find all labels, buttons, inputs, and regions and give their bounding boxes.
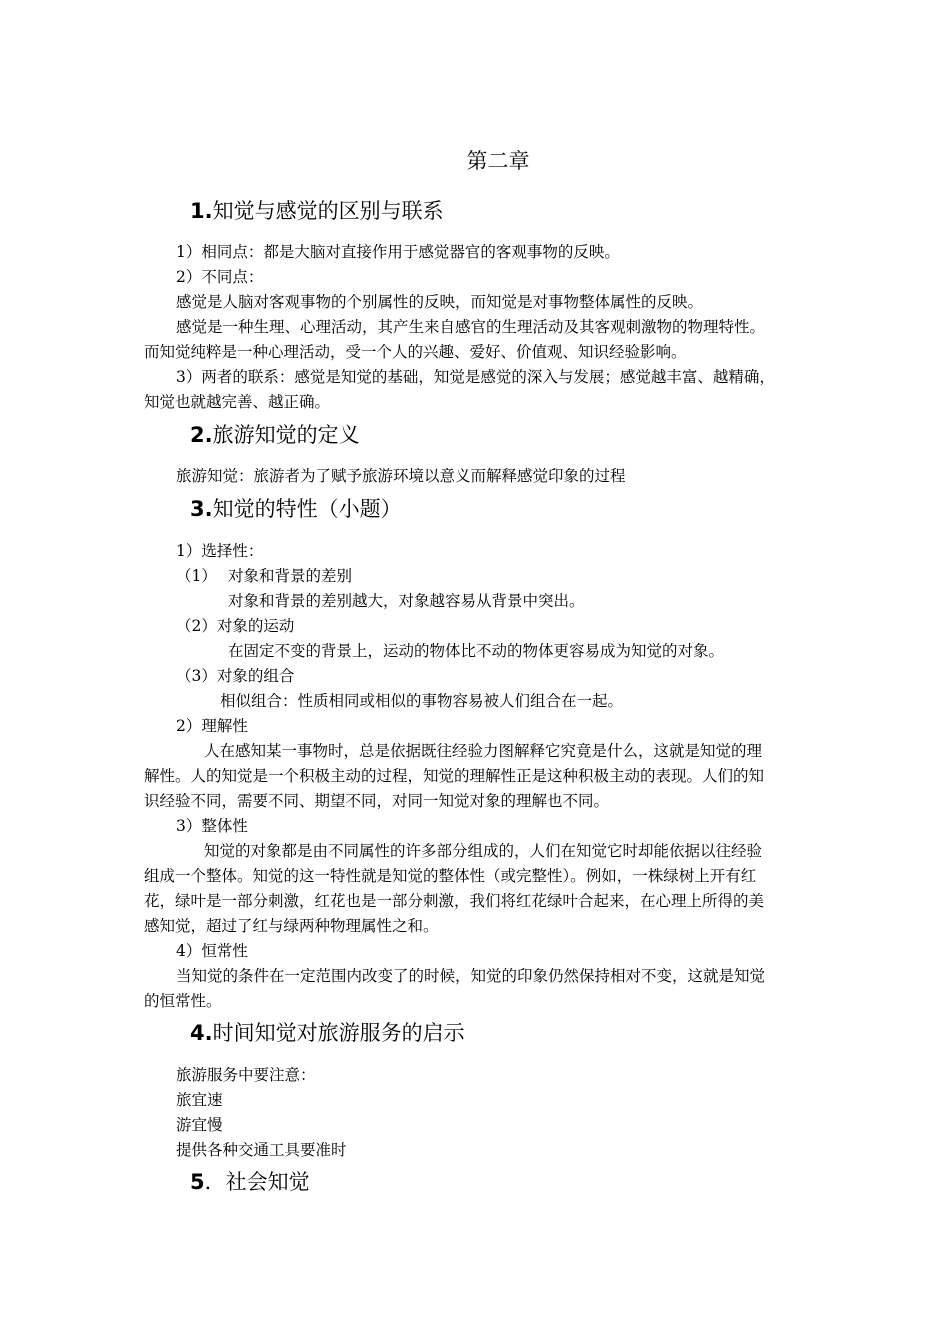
- section-2-number: 2.: [190, 423, 213, 447]
- section-5-title: ．社会知觉: [204, 1170, 310, 1194]
- s3-line: 当知觉的条件在一定范围内改变了的时候，知觉的印象仍然保持相对不变，这就是知觉: [176, 967, 766, 985]
- chapter-title: 第二章: [466, 149, 530, 173]
- s3-line: （1）: [176, 567, 217, 585]
- s3-line: 花，绿叶是一部分刺激，红花也是一部分刺激，我们将红花绿叶合起来，在心理上所得的美: [144, 892, 765, 910]
- s3-line: 2）理解性: [176, 717, 248, 735]
- section-1-title: 知觉与感觉的区别与联系: [212, 199, 444, 223]
- s3-line: 4）恒常性: [176, 942, 248, 960]
- section-4-title: 时间知觉对旅游服务的启示: [212, 1021, 465, 1045]
- s3-line: 解性。人的知觉是一个积极主动的过程，知觉的理解性正是这种积极主动的表现。人们的知: [144, 767, 765, 785]
- s3-line: （3）对象的组合: [176, 667, 295, 685]
- s1-paragraph: 2）不同点：: [176, 268, 264, 286]
- s3-line: 组成一个整体。知觉的这一特性就是知觉的整体性（或完整性）。例如，一株绿树上开有红: [144, 867, 757, 885]
- s4-line: 旅游服务中要注意：: [176, 1066, 316, 1084]
- s2-paragraph: 旅游知觉：旅游者为了赋予旅游环境以意义而解释感觉印象的过程: [176, 467, 626, 485]
- s3-line: 3）整体性: [176, 817, 248, 835]
- s3-line: 1）选择性：: [176, 542, 264, 560]
- s3-line: 对象和背景的差别: [228, 567, 353, 585]
- s1-paragraph: 1）相同点：都是大脑对直接作用于感觉器官的客观事物的反映。: [176, 243, 620, 261]
- s3-line: 人在感知某一事物时，总是依据既往经验力图解释它究竟是什么，这就是知觉的理: [204, 742, 763, 760]
- section-2-title: 旅游知觉的定义: [212, 423, 360, 447]
- section-3-heading: [190, 496, 402, 522]
- section-5-number: 5: [190, 1170, 205, 1194]
- section-4-heading: [190, 1020, 465, 1046]
- s4-line: 提供各种交通工具要准时: [176, 1141, 347, 1159]
- s1-paragraph: 知觉也就越完善、越正确。: [144, 393, 331, 411]
- s3-line: 感知觉，超过了红与绿两种物理属性之和。: [144, 917, 439, 935]
- section-3-title: 知觉的特性（小题）: [212, 497, 402, 521]
- s3-line: 识经验不同，需要不同、期望不同，对同一知觉对象的理解也不同。: [144, 792, 610, 810]
- section-5-heading: [190, 1169, 310, 1195]
- section-4-number: 4.: [190, 1021, 213, 1045]
- section-1-number: 1.: [190, 199, 213, 223]
- s1-paragraph: 感觉是人脑对客观事物的个别属性的反映，而知觉是对事物整体属性的反映。: [176, 293, 704, 311]
- section-3-number: 3.: [190, 497, 213, 521]
- s4-line: 旅宜速: [176, 1091, 223, 1109]
- section-2-heading: [190, 422, 360, 448]
- s1-paragraph: 感觉是一种生理、心理活动，其产生来自感官的生理活动及其客观刺激物的物理特性。: [176, 318, 766, 336]
- s1-paragraph: 而知觉纯粹是一种心理活动，受一个人的兴趣、爱好、价值观、知识经验影响。: [144, 343, 687, 361]
- s3-line: 知觉的对象都是由不同属性的许多部分组成的，人们在知觉它时却能依据以往经验: [204, 842, 763, 860]
- s3-line: 对象和背景的差别越大，对象越容易从背景中突出。: [228, 592, 585, 610]
- section-1-heading: [190, 198, 444, 224]
- s4-line: 游宜慢: [176, 1116, 223, 1134]
- s3-line: 在固定不变的背景上，运动的物体比不动的物体更容易成为知觉的对象。: [228, 642, 725, 660]
- s1-paragraph: 3）两者的联系：感觉是知觉的基础，知觉是感觉的深入与发展；感觉越丰富、越精确，: [176, 368, 775, 386]
- s3-line: 相似组合：性质相同或相似的事物容易被人们组合在一起。: [220, 692, 624, 710]
- s3-line: （2）对象的运动: [176, 617, 295, 635]
- s3-line: 的恒常性。: [144, 992, 222, 1010]
